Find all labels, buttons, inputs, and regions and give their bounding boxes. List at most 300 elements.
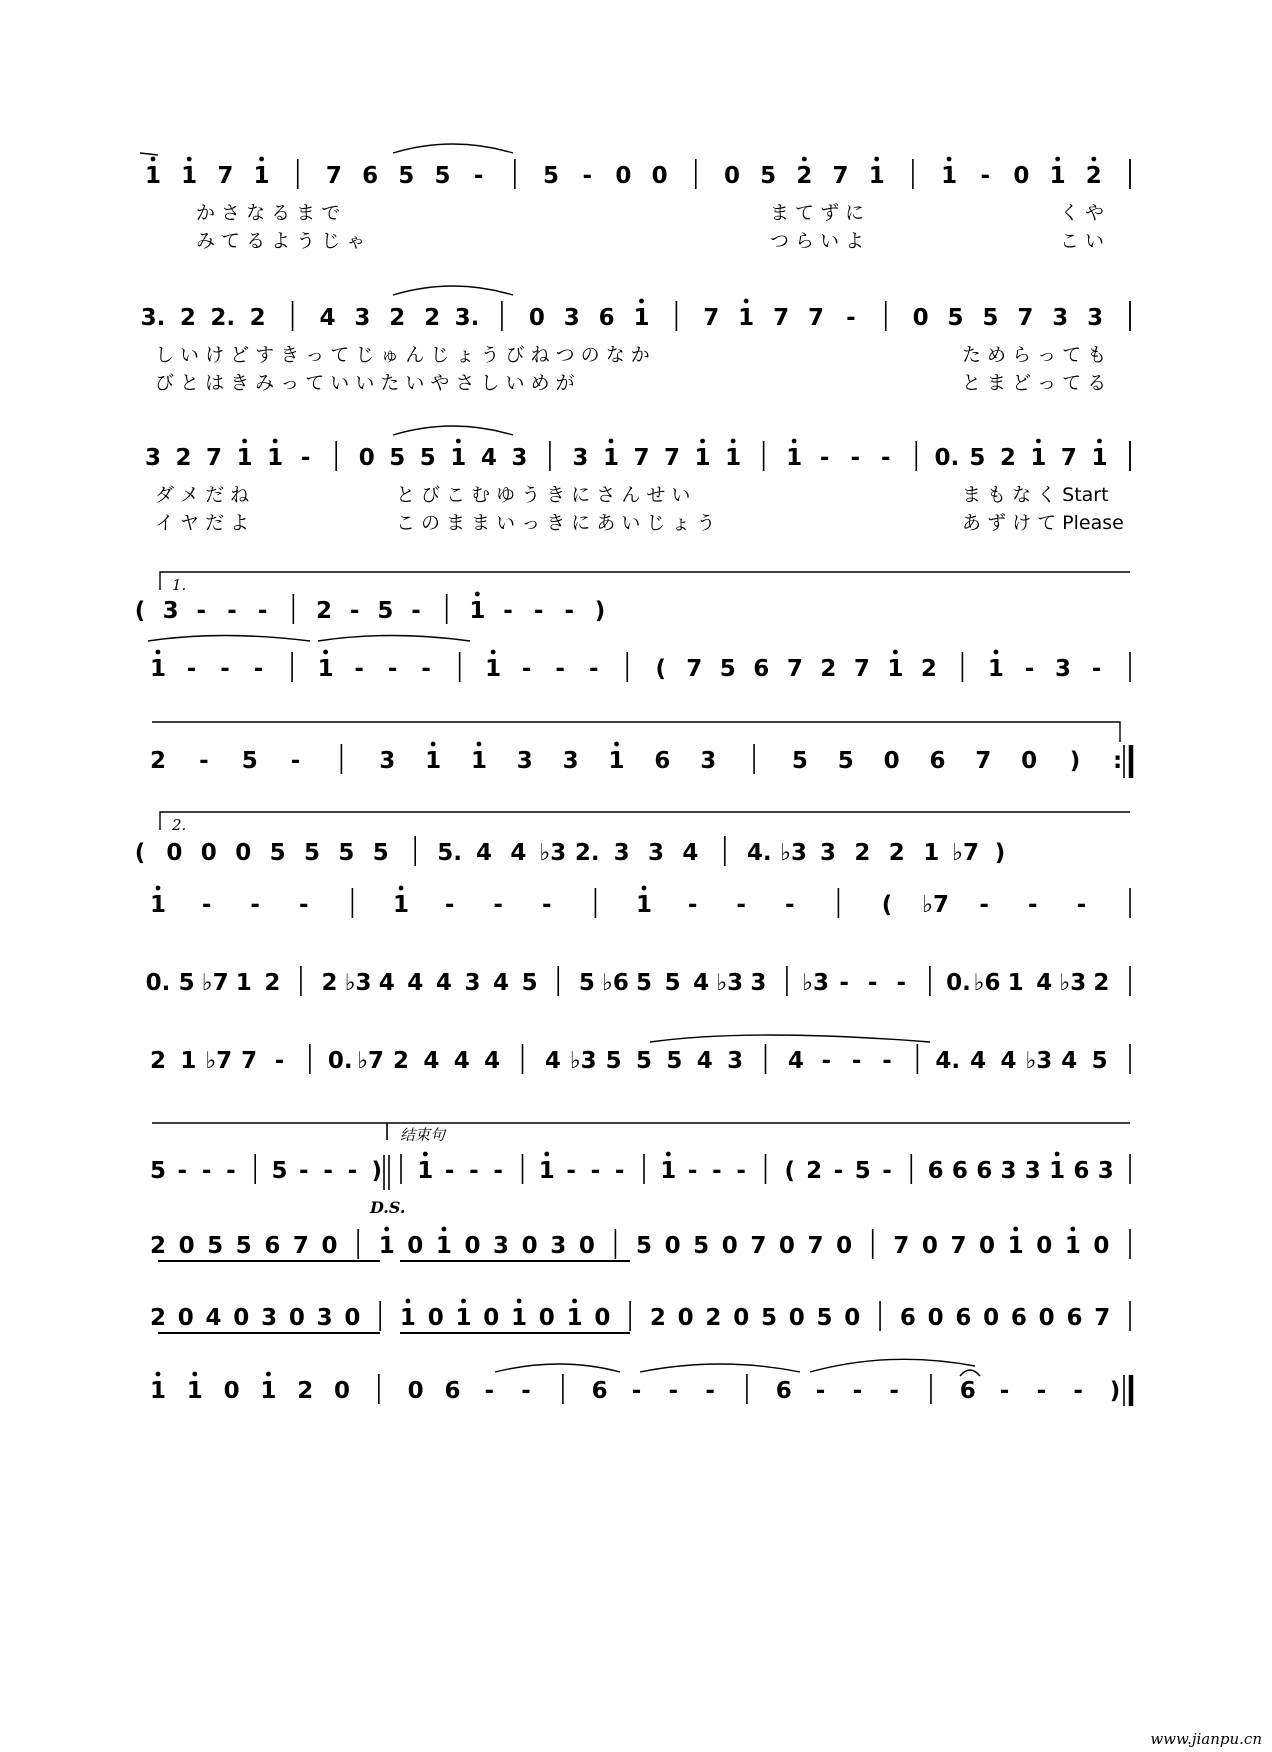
lyric-verse1: ま て ず に xyxy=(770,202,865,224)
tie xyxy=(318,636,470,642)
note: 2 xyxy=(264,970,281,996)
octave-dot xyxy=(517,1299,522,1304)
note: 4 xyxy=(970,1048,987,1074)
note: 1 xyxy=(260,1378,277,1404)
octave-dot xyxy=(242,439,247,444)
note: - xyxy=(880,445,891,471)
note: ♭3 xyxy=(1059,970,1087,996)
note: ( xyxy=(784,1158,796,1184)
note: 1 xyxy=(660,1158,677,1184)
lyric-verse1: ダ メ だ ね xyxy=(155,484,250,506)
note: - xyxy=(1091,656,1102,682)
octave-dot xyxy=(266,1372,271,1377)
note: - xyxy=(851,1048,862,1074)
note: ) xyxy=(594,598,606,624)
octave-dot xyxy=(639,299,644,304)
note: - xyxy=(196,598,207,624)
note: 1 xyxy=(1049,1158,1066,1184)
note: 5 xyxy=(419,445,436,471)
note: 6 xyxy=(775,1378,792,1404)
note: 1 xyxy=(635,892,653,918)
note: 6 xyxy=(959,1378,976,1404)
octave-dot xyxy=(666,1152,671,1157)
volta-1-bracket-bottom xyxy=(152,722,1120,742)
octave-dot xyxy=(731,439,736,444)
note: 0 xyxy=(664,1233,681,1259)
note: 3 xyxy=(727,1048,744,1074)
note: - xyxy=(493,892,503,918)
octave-dot xyxy=(187,157,192,162)
octave-dot xyxy=(1097,439,1102,444)
note: 1 xyxy=(450,445,467,471)
note: - xyxy=(521,656,532,682)
note: 0 xyxy=(788,1305,805,1331)
note: - xyxy=(201,892,212,918)
note: 4 xyxy=(682,840,699,866)
note: 3 xyxy=(493,1233,510,1259)
note: 3 xyxy=(700,748,717,774)
octave-dot xyxy=(614,742,619,747)
note: - xyxy=(469,1158,479,1184)
note: 6 xyxy=(264,1233,281,1259)
note: 7 xyxy=(241,1048,258,1074)
note: 1 xyxy=(738,305,755,331)
note: 5 xyxy=(543,163,560,189)
note: - xyxy=(473,163,484,189)
note: - xyxy=(1036,1378,1047,1404)
octave-dot xyxy=(1036,439,1041,444)
octave-dot xyxy=(572,1299,577,1304)
octave-dot xyxy=(947,157,952,162)
octave-dot xyxy=(151,157,156,162)
note: 1 xyxy=(392,892,410,918)
note: 7 xyxy=(325,163,342,189)
tie xyxy=(495,1364,620,1372)
note: ( xyxy=(655,656,667,682)
note: - xyxy=(896,970,907,996)
note: 2. xyxy=(210,305,236,331)
note: 3 xyxy=(1024,1158,1041,1184)
note: 7 xyxy=(664,445,681,471)
note: 4 xyxy=(475,840,493,866)
note: 0 xyxy=(578,1233,595,1259)
note: 2 xyxy=(854,840,871,866)
note: ♭3 xyxy=(539,840,567,866)
note: ♭7 xyxy=(952,840,980,866)
note: 4 xyxy=(480,445,497,471)
note: - xyxy=(226,1158,236,1184)
note: 0. xyxy=(946,970,971,996)
octave-dot xyxy=(792,439,797,444)
note: - xyxy=(1028,892,1038,918)
note: 5 xyxy=(605,1048,622,1074)
note: 7 xyxy=(750,1233,767,1259)
note: 1 xyxy=(1030,445,1047,471)
octave-dot xyxy=(874,157,879,162)
note: 5 xyxy=(969,445,986,471)
note: 2 xyxy=(392,1048,410,1074)
note: 6 xyxy=(654,748,671,774)
note: 4. xyxy=(935,1048,961,1074)
note: 0. xyxy=(327,1048,353,1074)
note: 0 xyxy=(677,1305,694,1331)
note: 7 xyxy=(633,445,650,471)
note: 1 xyxy=(633,305,650,331)
octave-dot xyxy=(544,1152,549,1157)
note: 5 xyxy=(178,970,195,996)
note: - xyxy=(889,1378,899,1404)
note: 0 xyxy=(1036,1233,1053,1259)
note: 6 xyxy=(976,1158,993,1184)
note: 6 xyxy=(753,656,770,682)
note: - xyxy=(852,1378,863,1404)
note: 1 xyxy=(887,656,904,682)
note: 1 xyxy=(1049,163,1066,189)
note: 6 xyxy=(591,1378,608,1404)
note: 0 xyxy=(358,445,375,471)
note: 0 xyxy=(1093,1233,1110,1259)
note: 2 xyxy=(820,656,837,682)
octave-dot xyxy=(461,1299,466,1304)
repeat-dots: : xyxy=(1113,748,1123,774)
lyric-verse2: あ ず け て Please xyxy=(962,512,1124,534)
note: 7 xyxy=(786,656,803,682)
tie xyxy=(640,1364,800,1372)
note: 2 xyxy=(424,305,441,331)
octave-dot xyxy=(1070,1227,1075,1232)
note: 5 xyxy=(207,1233,224,1259)
lyric-verse2: イ ヤ だ よ xyxy=(155,512,250,534)
lyric-verse1: ま も な く Start xyxy=(962,484,1109,506)
note: 5 xyxy=(635,1048,653,1074)
volta-1-line xyxy=(150,650,1130,682)
note: 1 xyxy=(987,656,1004,682)
note: 7 xyxy=(703,305,720,331)
octave-dot xyxy=(273,439,278,444)
note: - xyxy=(821,1048,832,1074)
octave-dot xyxy=(156,1372,161,1377)
note: - xyxy=(199,748,209,774)
note: 1 xyxy=(235,970,252,996)
note: 1 xyxy=(608,748,625,774)
tie-start xyxy=(140,153,158,155)
note: 1 xyxy=(868,163,885,189)
note: 0 xyxy=(538,1305,555,1331)
volta-2-line xyxy=(150,886,1130,918)
note: 5. xyxy=(437,840,462,866)
note: 0 xyxy=(836,1233,853,1259)
note: 1 xyxy=(602,445,619,471)
note: 3 xyxy=(354,305,371,331)
note: ) xyxy=(994,840,1006,866)
note: ♭3 xyxy=(1025,1048,1053,1074)
note: 5 xyxy=(854,1158,871,1184)
note: 0 xyxy=(1038,1305,1055,1331)
note: - xyxy=(566,1158,576,1184)
slur xyxy=(393,426,513,435)
note: 5 xyxy=(241,748,258,774)
note: 2 xyxy=(888,840,905,866)
note: 5 xyxy=(666,1048,683,1074)
note: 2 xyxy=(315,598,333,624)
note: 1 xyxy=(455,1305,472,1331)
note: 1 xyxy=(1091,445,1108,471)
note: 5 xyxy=(837,748,854,774)
note: - xyxy=(815,1378,826,1404)
note: 1 xyxy=(435,1233,452,1259)
note: 6 xyxy=(929,748,946,774)
note: 0 xyxy=(912,305,929,331)
note: - xyxy=(999,1378,1010,1404)
lyric-verse2: み て る よ う じ ゃ xyxy=(196,230,366,252)
note: 2 xyxy=(920,656,937,682)
note: - xyxy=(300,445,311,471)
note: 3 xyxy=(562,748,579,774)
volta-1-bracket xyxy=(160,572,1130,590)
octave-dot xyxy=(1055,1152,1060,1157)
note: 1 xyxy=(786,445,803,471)
note: 5 xyxy=(389,445,406,471)
note: ♭3 xyxy=(344,970,372,996)
note: 7 xyxy=(686,656,703,682)
slur xyxy=(393,144,513,153)
note: - xyxy=(839,970,849,996)
note: - xyxy=(687,892,698,918)
note: 3. xyxy=(140,305,166,331)
note: - xyxy=(354,656,364,682)
note: 7 xyxy=(893,1233,910,1259)
note: 0 xyxy=(1013,163,1030,189)
note: 0 xyxy=(921,1233,938,1259)
note: 0 xyxy=(844,1305,861,1331)
note: 0 xyxy=(483,1305,500,1331)
note: 3. xyxy=(454,305,480,331)
octave-dot xyxy=(1013,1227,1018,1232)
note: 1 xyxy=(399,1305,416,1331)
note: 7 xyxy=(853,656,870,682)
lyric-verse2: こ の ま ま い っ き に あ い じ ょ う xyxy=(396,512,716,534)
note: 1 xyxy=(566,1305,583,1331)
octave-dot xyxy=(1055,157,1060,162)
note: 0 xyxy=(334,1378,351,1404)
note: - xyxy=(227,598,237,624)
note: - xyxy=(1024,656,1035,682)
note: 3 xyxy=(1087,305,1104,331)
note: 0 xyxy=(233,1305,250,1331)
ending-row-3 xyxy=(150,1372,1120,1404)
note: 5 xyxy=(760,163,777,189)
note: 1 xyxy=(470,748,487,774)
lyric-verse2: つ ら い よ xyxy=(770,230,865,252)
note: 7 xyxy=(807,305,824,331)
note: 7 xyxy=(217,163,234,189)
note: - xyxy=(250,892,260,918)
note: - xyxy=(411,598,421,624)
note: 3 xyxy=(261,1305,278,1331)
note: 6 xyxy=(899,1305,916,1331)
octave-dot xyxy=(399,886,404,891)
note: 0 xyxy=(528,305,545,331)
note: 2 xyxy=(321,970,338,996)
note: 5 xyxy=(398,163,415,189)
note: 3 xyxy=(511,445,528,471)
note: 1 xyxy=(1007,970,1024,996)
note: ♭7 xyxy=(201,970,229,996)
note: - xyxy=(444,1158,455,1184)
note: 4 xyxy=(787,1048,804,1074)
note: 4 xyxy=(407,970,424,996)
note: 4 xyxy=(1061,1048,1078,1074)
octave-dot xyxy=(156,650,161,655)
octave-dot xyxy=(384,1227,389,1232)
note: - xyxy=(819,445,830,471)
note: 7 xyxy=(975,748,992,774)
note: 5 xyxy=(760,1305,777,1331)
ending-line xyxy=(150,1152,1130,1184)
note: 4. xyxy=(746,840,772,866)
note: - xyxy=(444,892,455,918)
note: - xyxy=(387,656,398,682)
note: - xyxy=(668,1378,679,1404)
octave-dot xyxy=(423,1152,428,1157)
note: 4 xyxy=(696,1048,713,1074)
note: ♭7 xyxy=(357,1048,385,1074)
note: 6 xyxy=(951,1158,968,1184)
note: 1 xyxy=(425,748,442,774)
note: ( xyxy=(881,892,893,918)
note: - xyxy=(712,1158,722,1184)
note: 3 xyxy=(1097,1158,1114,1184)
note: - xyxy=(846,305,856,331)
note: 7 xyxy=(950,1233,967,1259)
note: 4 xyxy=(510,840,527,866)
note: - xyxy=(564,598,575,624)
score-row-b2 xyxy=(150,1044,1130,1074)
note: 4 xyxy=(205,1305,222,1331)
note: 3 xyxy=(516,748,533,774)
note: - xyxy=(503,598,513,624)
octave-dot xyxy=(259,157,264,162)
note: 0 xyxy=(427,1305,444,1331)
note: 5 xyxy=(578,970,595,996)
note: - xyxy=(201,1158,212,1184)
note: - xyxy=(484,1378,495,1404)
note: 4 xyxy=(493,970,510,996)
note: 0 xyxy=(235,840,252,866)
note: 6 xyxy=(598,305,615,331)
note: 3 xyxy=(1000,1158,1017,1184)
note: 1 xyxy=(923,840,940,866)
note: 2 xyxy=(149,1305,167,1331)
note: - xyxy=(299,1158,309,1184)
volta-1-intro xyxy=(135,592,606,624)
note: 0 xyxy=(1021,748,1038,774)
note: ♭7 xyxy=(205,1048,233,1074)
note: 0 xyxy=(464,1233,481,1259)
note: 2. xyxy=(574,840,600,866)
note: - xyxy=(1073,1378,1083,1404)
octave-dot xyxy=(475,592,480,597)
note: 3 xyxy=(316,1305,333,1331)
note: 0 xyxy=(521,1233,538,1259)
octave-dot xyxy=(1091,157,1096,162)
note: 5 xyxy=(1091,1048,1108,1074)
note: - xyxy=(687,1158,698,1184)
octave-dot xyxy=(642,886,647,891)
octave-dot xyxy=(609,439,614,444)
note: 3 xyxy=(550,1233,567,1259)
note: - xyxy=(705,1378,715,1404)
note: 5 xyxy=(693,1233,710,1259)
note: 2 xyxy=(179,305,196,331)
octave-dot xyxy=(802,157,807,162)
note: 5 xyxy=(635,970,653,996)
note: - xyxy=(323,1158,333,1184)
note: 7 xyxy=(807,1233,824,1259)
octave-dot xyxy=(156,886,161,891)
volta-2-intro xyxy=(135,836,1006,866)
note: 0 xyxy=(721,1233,738,1259)
note: 5 xyxy=(303,840,321,866)
note: - xyxy=(186,656,197,682)
note: ( xyxy=(134,598,146,624)
score-row-b1 xyxy=(146,966,1130,996)
note: 5 xyxy=(269,840,286,866)
note: 1 xyxy=(538,1158,555,1184)
note: - xyxy=(493,1158,503,1184)
note: 1 xyxy=(378,1233,395,1259)
note: 4 xyxy=(1036,970,1053,996)
note: 1 xyxy=(941,163,958,189)
note: 1 xyxy=(725,445,742,471)
note: 3 xyxy=(1052,305,1069,331)
note: 2 xyxy=(297,1378,314,1404)
volta-1-line2 xyxy=(150,742,1080,774)
note: - xyxy=(980,163,991,189)
note: 5 xyxy=(271,1158,288,1184)
note: ♭3 xyxy=(569,1048,597,1074)
note: 7 xyxy=(773,305,790,331)
note: - xyxy=(177,1158,188,1184)
note: 0. xyxy=(145,970,171,996)
note: - xyxy=(588,656,599,682)
note: 5 xyxy=(377,598,394,624)
note: - xyxy=(555,656,565,682)
note: 3 xyxy=(572,445,589,471)
note: 0 xyxy=(927,1305,944,1331)
note: 2 xyxy=(149,1233,167,1259)
octave-dot xyxy=(744,299,749,304)
ds-marking: D.S. xyxy=(370,1198,406,1217)
note: 0 xyxy=(321,1233,338,1259)
note: 2 xyxy=(389,305,406,331)
note: 1 xyxy=(694,445,711,471)
note: 1 xyxy=(267,445,284,471)
note: 5 xyxy=(816,1305,833,1331)
note: 0 xyxy=(178,1233,195,1259)
note: - xyxy=(867,970,878,996)
note: 0. xyxy=(934,445,960,471)
note: 2 xyxy=(999,445,1016,471)
note: 2 xyxy=(705,1305,722,1331)
note: 7 xyxy=(1017,305,1034,331)
note: 2 xyxy=(175,445,192,471)
note: - xyxy=(631,1378,642,1404)
note: ♭7 xyxy=(922,892,950,918)
note: 5 xyxy=(719,656,736,682)
note: 4 xyxy=(435,970,452,996)
note: 7 xyxy=(292,1233,309,1259)
